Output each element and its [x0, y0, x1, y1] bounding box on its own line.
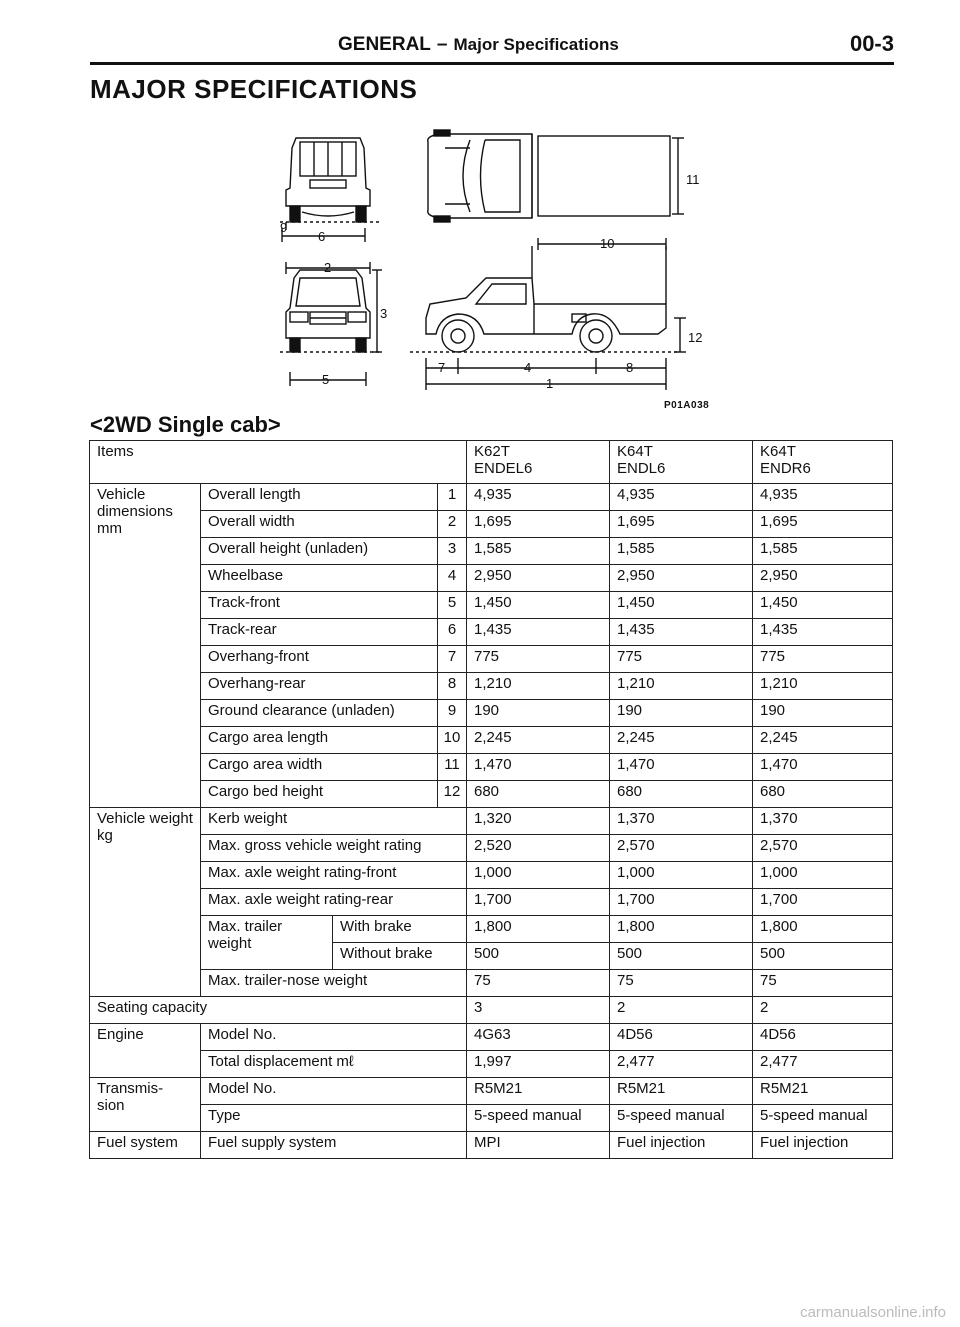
row-label: With brake: [333, 916, 467, 943]
page-title: MAJOR SPECIFICATIONS: [90, 74, 418, 104]
row-number: 1: [438, 484, 467, 511]
cell-value: 5-speed manual: [753, 1105, 893, 1132]
table-row: [90, 1132, 893, 1159]
table-header-row: [90, 441, 893, 484]
row-label: Model No.: [201, 1078, 467, 1105]
table-row: [90, 700, 893, 727]
row-label: Max. axle weight rating-rear: [201, 889, 467, 916]
cell-value: 1,585: [753, 538, 893, 565]
side-view-drawing: [410, 278, 680, 352]
row-number: 2: [438, 511, 467, 538]
cell-value: 1,800: [753, 916, 893, 943]
cell-value: 1,800: [467, 916, 610, 943]
row-label: Cargo bed height: [201, 781, 438, 808]
cell-value: 500: [610, 943, 753, 970]
cell-value: 1,695: [610, 511, 753, 538]
trailer-weight-label: Max. trailer weight: [201, 916, 333, 970]
page-number: 00-3: [849, 31, 894, 56]
cell-value: 1,470: [753, 754, 893, 781]
header-section: [338, 34, 619, 56]
row-label: Overhang-rear: [201, 673, 438, 700]
spec-table: [89, 440, 893, 1159]
table-row: [90, 538, 893, 565]
row-number: 6: [438, 619, 467, 646]
table-row: [90, 484, 893, 511]
row-label: Fuel supply system: [201, 1132, 467, 1159]
dim-label-2: 2: [324, 260, 332, 275]
cell-value: 1,370: [610, 808, 753, 835]
cell-value: 1,000: [610, 862, 753, 889]
cell-value: 775: [610, 646, 753, 673]
cell-value: 2,477: [610, 1051, 753, 1078]
row-label: Max. axle weight rating-front: [201, 862, 467, 889]
table-row: [90, 781, 893, 808]
cell-value: MPI: [467, 1132, 610, 1159]
cell-value: R5M21: [610, 1078, 753, 1105]
cell-value: 4,935: [467, 484, 610, 511]
header-separator: –: [436, 34, 448, 55]
cell-value: 2,520: [467, 835, 610, 862]
row-label: Kerb weight: [201, 808, 467, 835]
cell-value: 5-speed manual: [610, 1105, 753, 1132]
row-label: Ground clearance (unladen): [201, 700, 438, 727]
cell-value: 680: [753, 781, 893, 808]
cell-value: 775: [753, 646, 893, 673]
cell-value: 1,210: [753, 673, 893, 700]
cell-value: 680: [467, 781, 610, 808]
cell-value: 500: [467, 943, 610, 970]
cell-value: 500: [753, 943, 893, 970]
cell-value: 190: [753, 700, 893, 727]
dim-label-1: 1: [546, 376, 554, 391]
dim-label-9: 9: [280, 220, 288, 235]
row-label: Overall length: [201, 484, 438, 511]
dim-label-5: 5: [322, 372, 330, 387]
cell-value: 1,585: [610, 538, 753, 565]
table-subtitle: <2WD Single cab>: [90, 412, 281, 437]
table-row: [90, 673, 893, 700]
cell-value: 680: [610, 781, 753, 808]
cell-value: 1,435: [467, 619, 610, 646]
cell-value: 190: [467, 700, 610, 727]
cell-value: 2,245: [753, 727, 893, 754]
dim-label-4: 4: [524, 360, 532, 375]
top-view-drawing: [428, 130, 670, 222]
row-label: Overall width: [201, 511, 438, 538]
row-label: Model No.: [201, 1024, 467, 1051]
cell-value: 2,245: [610, 727, 753, 754]
cell-value: 1,700: [753, 889, 893, 916]
cell-value: 4G63: [467, 1024, 610, 1051]
vehicle-weight-group: Vehicle weight kg: [90, 808, 201, 997]
cell-value: 2,950: [610, 565, 753, 592]
cell-value: 1,800: [610, 916, 753, 943]
table-row: [90, 1105, 893, 1132]
dim-label-10: 10: [600, 236, 615, 251]
row-number: 3: [438, 538, 467, 565]
engine-group: Engine: [90, 1024, 201, 1078]
vehicle-dimension-diagram: [270, 128, 720, 398]
row-number: 7: [438, 646, 467, 673]
cell-value: 1,450: [753, 592, 893, 619]
cell-value: 1,000: [753, 862, 893, 889]
cell-value: 1,370: [753, 808, 893, 835]
model-header-2: K64T ENDL6: [610, 441, 753, 484]
items-header: Items: [90, 441, 467, 484]
dim-label-6: 6: [318, 229, 326, 244]
table-row: [90, 997, 893, 1024]
cell-value: 2,950: [467, 565, 610, 592]
table-row: [90, 808, 893, 835]
cell-value: 190: [610, 700, 753, 727]
front-view-drawing: [280, 270, 380, 352]
page-header: [90, 30, 894, 65]
row-number: 12: [438, 781, 467, 808]
cell-value: 2,245: [467, 727, 610, 754]
cell-value: 1,210: [610, 673, 753, 700]
row-label: Wheelbase: [201, 565, 438, 592]
table-row: [90, 565, 893, 592]
cell-value: 1,695: [467, 511, 610, 538]
table-row: [90, 916, 893, 943]
cell-value: 2,950: [753, 565, 893, 592]
table-row: [90, 754, 893, 781]
dim-label-7: 7: [438, 360, 446, 375]
row-label: Track-rear: [201, 619, 438, 646]
cell-value: 775: [467, 646, 610, 673]
cell-value: 2,570: [753, 835, 893, 862]
cell-value: 1,435: [753, 619, 893, 646]
fuel-system-group: Fuel system: [90, 1132, 201, 1159]
cell-value: 1,470: [467, 754, 610, 781]
table-row: [90, 511, 893, 538]
cell-value: 2,477: [753, 1051, 893, 1078]
cell-value: 2,570: [610, 835, 753, 862]
cell-value: 3: [467, 997, 610, 1024]
cell-value: 1,435: [610, 619, 753, 646]
cell-value: 4D56: [610, 1024, 753, 1051]
cell-value: 1,585: [467, 538, 610, 565]
table-row: [90, 862, 893, 889]
row-label: Overhang-front: [201, 646, 438, 673]
cell-value: 4,935: [753, 484, 893, 511]
cell-value: 75: [753, 970, 893, 997]
cell-value: 2: [753, 997, 893, 1024]
dim-label-12: 12: [688, 330, 703, 345]
cell-value: 1,695: [753, 511, 893, 538]
table-row: [90, 592, 893, 619]
row-number: 4: [438, 565, 467, 592]
cell-value: R5M21: [467, 1078, 610, 1105]
table-row: [90, 889, 893, 916]
table-row: [90, 835, 893, 862]
model-header-3: K64T ENDR6: [753, 441, 893, 484]
header-subsection: Major Specifications: [453, 35, 619, 54]
cell-value: 1,700: [467, 889, 610, 916]
row-label: Total displacement mℓ: [201, 1051, 467, 1078]
row-label: Max. trailer-nose weight: [201, 970, 467, 997]
cell-value: 1,450: [467, 592, 610, 619]
row-label: Type: [201, 1105, 467, 1132]
cell-value: R5M21: [753, 1078, 893, 1105]
cell-value: 75: [610, 970, 753, 997]
figure-code: P01A038: [664, 400, 710, 411]
cell-value: 1,997: [467, 1051, 610, 1078]
row-label: Cargo area length: [201, 727, 438, 754]
table-row: [90, 727, 893, 754]
row-label: Max. gross vehicle weight rating: [201, 835, 467, 862]
cell-value: 1,450: [610, 592, 753, 619]
row-label: Overall height (unladen): [201, 538, 438, 565]
cell-value: 4,935: [610, 484, 753, 511]
cell-value: 4D56: [753, 1024, 893, 1051]
cell-value: 1,320: [467, 808, 610, 835]
row-number: 5: [438, 592, 467, 619]
rear-view-drawing: [280, 138, 380, 222]
table-row: [90, 1078, 893, 1105]
row-label: Cargo area width: [201, 754, 438, 781]
cell-value: 1,470: [610, 754, 753, 781]
transmission-group: Transmis- sion: [90, 1078, 201, 1132]
model-header-1: K62T ENDEL6: [467, 441, 610, 484]
cell-value: 1,700: [610, 889, 753, 916]
dim-label-8: 8: [626, 360, 634, 375]
cell-value: 1,000: [467, 862, 610, 889]
cell-value: 5-speed manual: [467, 1105, 610, 1132]
cell-value: 1,210: [467, 673, 610, 700]
table-row: [90, 1024, 893, 1051]
row-number: 10: [438, 727, 467, 754]
header-section-name: GENERAL: [338, 34, 431, 55]
watermark-footer[interactable]: carmanualsonline.info: [800, 1304, 946, 1321]
row-label: Seating capacity: [90, 997, 467, 1024]
table-row: [90, 1051, 893, 1078]
vehicle-dimensions-group: Vehicle dimensions mm: [90, 484, 201, 808]
row-number: 11: [438, 754, 467, 781]
row-label: Track-front: [201, 592, 438, 619]
cell-value: Fuel injection: [610, 1132, 753, 1159]
dim-label-3: 3: [380, 306, 388, 321]
cell-value: 2: [610, 997, 753, 1024]
cell-value: Fuel injection: [753, 1132, 893, 1159]
row-number: 9: [438, 700, 467, 727]
table-row: [90, 619, 893, 646]
row-label: Without brake: [333, 943, 467, 970]
row-number: 8: [438, 673, 467, 700]
cell-value: 75: [467, 970, 610, 997]
dim-label-11: 11: [686, 172, 700, 187]
table-row: [90, 970, 893, 997]
table-row: [90, 646, 893, 673]
